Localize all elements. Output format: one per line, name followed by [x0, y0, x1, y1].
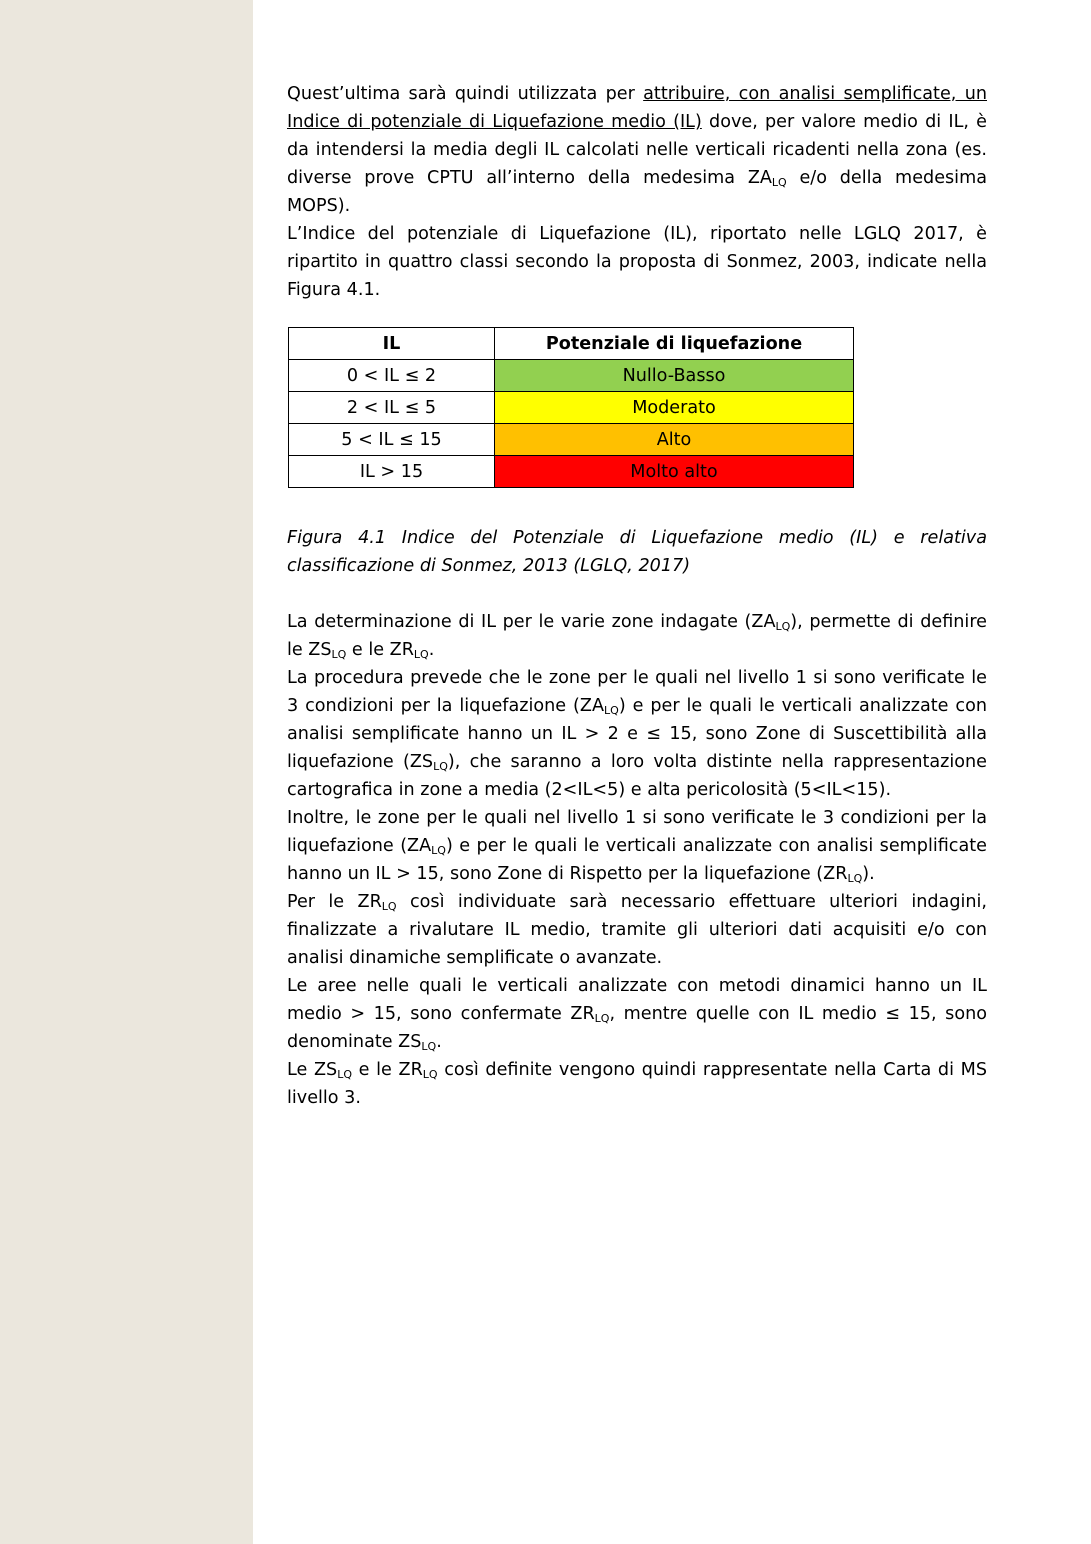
- underlined-phrase: attribuire, con analisi semplificate, un Indice di potenziale di Liquefazione medio (IL): [287, 84, 987, 132]
- header-potenziale: Potenziale di liquefazione: [495, 328, 854, 360]
- paragraph-inoltre: Inoltre, le zone per le quali nel livello 1 si sono verificate le 3 condizioni per la liquefazione $(ZA_{LQ})$ e per le quali le verticali analizzate con analisi semplificate hanno un IL > 15, sono Zone di Rispetto per la liquefazione $(ZR_{LQ})$.: [287, 808, 987, 885]
- il-range-cell: 0 < IL ≤ 2: [289, 360, 495, 392]
- paragraph-il-definition: L’Indice del potenziale di Liquefazione (IL), riportato nelle LGLQ 2017, è ripartito in quattro classi secondo la proposta di Sonmez, 2003, indicate nella Figura 4.1.: [287, 224, 987, 300]
- potential-cell-alto: Alto: [495, 424, 854, 456]
- paragraph-carta-ms: Le $ZS_{LQ}$ e le $ZR_{LQ}$ così definite vengono quindi rappresentate nella Carta di MS livello 3.: [287, 1060, 987, 1108]
- il-range-cell: IL > 15: [289, 456, 495, 488]
- paragraph-determinazione: La determinazione di IL per le varie zone indagate $(ZA_{LQ})$, permette di definire le $ZS_{LQ}$ e le $ZR_{LQ}$.: [287, 612, 987, 661]
- figure-caption: Figura 4.1 Indice del Potenziale di Liquefazione medio (IL) e relativa classificazione di Sonmez, 2013 (LGLQ, 2017): [287, 528, 987, 576]
- table-row: [289, 424, 854, 456]
- table-row: [289, 456, 854, 488]
- il-classification-table: [288, 327, 854, 488]
- header-il: IL: [289, 328, 495, 360]
- potential-cell-molto-alto: Molto alto: [495, 456, 854, 488]
- table-row: [289, 360, 854, 392]
- document-body: [287, 80, 987, 1112]
- potential-cell-nullo-basso: Nullo-Basso: [495, 360, 854, 392]
- paragraph-ulteriori-indagini: Per le $ZR_{LQ}$ così individuate sarà necessario effettuare ulteriori indagini, finalizzate a rivalutare IL medio, tramite gli ulteriori dati acquisiti e/o con analisi dinamiche semplificate o avanzate.: [287, 892, 988, 968]
- table-row: [289, 392, 854, 424]
- spacer: [287, 580, 987, 608]
- potential-cell-moderato: Moderato: [495, 392, 854, 424]
- il-classification-table-wrap: [288, 327, 987, 488]
- il-range-cell: 5 < IL ≤ 15: [289, 424, 495, 456]
- table-header-row: [289, 328, 854, 360]
- page-side-band: [0, 0, 253, 1544]
- paragraph-procedura: La procedura prevede che le zone per le quali nel livello 1 si sono verificate le 3 condizioni per la liquefazione $(ZA_{LQ})$ e per le quali le verticali analizzate con analisi semplificate hanno un IL > 2 e ≤ 15, sono Zone di Suscettibilità alla liquefazione $(ZS_{LQ})$, che saranno a loro volta distinte nella rappresentazione cartografica in zone a media (2<IL<5) e alta pericolosità (5<IL<15).: [287, 668, 988, 800]
- paragraph-intro: Quest’ultima sarà quindi utilizzata per attribuire, con analisi semplificate, un Indice di potenziale di Liquefazione medio (IL) dove, per valore medio di IL, è da intendersi la media degli IL calcolati nelle verticali ricadenti nella zona (es. diverse prove CPTU all’interno della medesima $ZA_{LQ}$ e/o della medesima MOPS).: [287, 84, 987, 216]
- il-range-cell: 2 < IL ≤ 5: [289, 392, 495, 424]
- paragraph-metodi-dinamici: Le aree nelle quali le verticali analizzate con metodi dinamici hanno un IL medio > 15, sono confermate $ZR_{LQ}$, mentre quelle con IL medio ≤ 15, sono denominate $ZS_{LQ}$.: [287, 976, 988, 1053]
